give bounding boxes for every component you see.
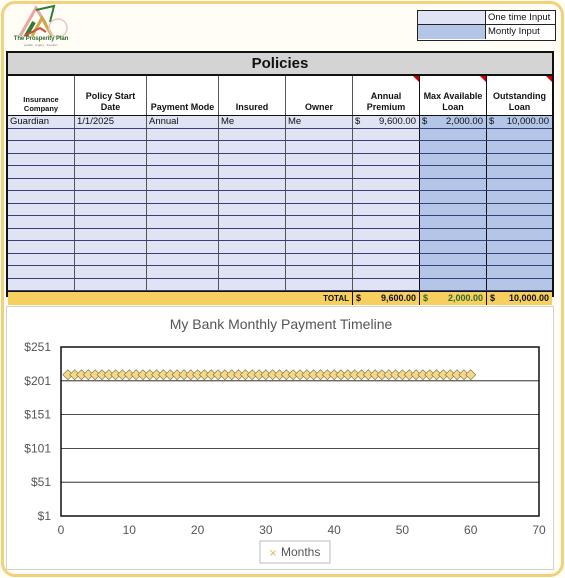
table-row [8, 166, 552, 179]
x-tick-label: 50 [395, 523, 410, 537]
empty-cell[interactable] [353, 229, 420, 241]
empty-cell[interactable] [147, 279, 219, 291]
empty-cell[interactable] [147, 204, 219, 216]
empty-cell[interactable] [353, 191, 420, 203]
empty-cell[interactable] [8, 204, 75, 216]
currency-symbol: $ [490, 293, 496, 303]
outstanding-value: 10,000.00 [506, 116, 549, 127]
empty-cell[interactable] [286, 191, 353, 203]
empty-cell[interactable] [219, 216, 286, 228]
empty-cell[interactable] [420, 279, 487, 291]
empty-cell[interactable] [8, 254, 75, 266]
cell-payment-mode[interactable]: Annual [147, 116, 219, 128]
empty-cell[interactable] [8, 191, 75, 203]
empty-cell[interactable] [75, 279, 147, 291]
empty-cell[interactable] [286, 166, 353, 178]
empty-cell[interactable] [147, 191, 219, 203]
cell-outstanding-loan[interactable] [487, 116, 552, 128]
cell-company[interactable]: Guardian [8, 116, 75, 128]
empty-cell[interactable] [286, 141, 353, 153]
empty-rows [8, 129, 552, 292]
empty-cell[interactable] [8, 141, 75, 153]
empty-cell[interactable] [219, 241, 286, 253]
table-row [8, 129, 552, 142]
y-tick-label: $151 [24, 407, 51, 422]
total-max-loan-value: 2,000.00 [447, 293, 483, 303]
table-row [8, 241, 552, 254]
empty-cell[interactable] [147, 154, 219, 166]
table-row [8, 266, 552, 279]
cell-max-loan[interactable] [420, 116, 487, 128]
empty-cell[interactable] [420, 129, 487, 141]
empty-cell[interactable] [420, 266, 487, 278]
empty-cell[interactable] [487, 204, 552, 216]
payment-timeline-chart [6, 306, 554, 570]
empty-cell[interactable] [75, 141, 147, 153]
empty-cell[interactable] [219, 266, 286, 278]
table-row [8, 191, 552, 204]
empty-cell[interactable] [147, 179, 219, 191]
header-annual-premium [353, 76, 420, 115]
empty-cell[interactable] [353, 204, 420, 216]
x-tick-label: 0 [57, 523, 65, 537]
policies-header-row [8, 76, 552, 116]
empty-cell[interactable] [353, 254, 420, 266]
empty-cell[interactable] [286, 229, 353, 241]
currency-symbol: $ [423, 293, 429, 303]
empty-cell[interactable] [487, 166, 552, 178]
empty-cell[interactable] [75, 266, 147, 278]
empty-cell[interactable] [420, 204, 487, 216]
header-max-available-loan [420, 76, 487, 115]
table-row [8, 229, 552, 242]
total-premium [353, 292, 420, 305]
empty-cell[interactable] [75, 241, 147, 253]
table-row [8, 279, 552, 292]
policies-table [6, 51, 554, 303]
empty-cell[interactable] [286, 204, 353, 216]
empty-cell[interactable] [353, 216, 420, 228]
cell-owner[interactable]: Me [286, 116, 353, 128]
empty-cell[interactable] [286, 154, 353, 166]
policies-title: Policies [8, 53, 552, 76]
empty-cell[interactable] [353, 154, 420, 166]
empty-cell[interactable] [147, 229, 219, 241]
empty-cell[interactable] [353, 129, 420, 141]
empty-cell[interactable] [353, 266, 420, 278]
y-tick-label: $101 [24, 441, 51, 456]
y-tick-label: $251 [24, 340, 51, 354]
empty-cell[interactable] [420, 241, 487, 253]
empty-cell[interactable] [420, 141, 487, 153]
empty-cell[interactable] [219, 154, 286, 166]
header-outstanding-label: Outstanding Loan [493, 91, 546, 112]
empty-cell[interactable] [487, 279, 552, 291]
empty-cell[interactable] [8, 179, 75, 191]
empty-cell[interactable] [420, 216, 487, 228]
empty-cell[interactable] [147, 254, 219, 266]
x-tick-label: 40 [327, 523, 341, 537]
logo-name: The Prosperity Plan [13, 36, 69, 42]
total-label: TOTAL [8, 292, 353, 305]
empty-cell[interactable] [75, 216, 147, 228]
currency-symbol: $ [489, 116, 495, 127]
x-tick-label: 30 [259, 523, 273, 537]
empty-cell[interactable] [286, 129, 353, 141]
empty-cell[interactable] [487, 241, 552, 253]
empty-cell[interactable] [487, 179, 552, 191]
empty-cell[interactable] [353, 279, 420, 291]
header-payment-mode: Payment Mode [147, 76, 219, 115]
empty-cell[interactable] [147, 166, 219, 178]
table-row [8, 216, 552, 229]
chart-title: My Bank Monthly Payment Timeline [169, 316, 393, 332]
comment-marker-icon[interactable] [546, 76, 552, 82]
legend-row-one-time [418, 11, 555, 25]
cell-insured[interactable]: Me [219, 116, 286, 128]
empty-cell[interactable] [219, 229, 286, 241]
empty-cell[interactable] [219, 279, 286, 291]
currency-symbol: $ [356, 293, 362, 303]
header-outstanding-loan [487, 76, 552, 115]
input-color-legend [417, 10, 556, 41]
legend-swatch-one-time [418, 11, 486, 24]
empty-cell[interactable] [75, 229, 147, 241]
empty-cell[interactable] [420, 229, 487, 241]
legend-swatch-monthly [418, 25, 486, 39]
empty-cell[interactable] [219, 166, 286, 178]
empty-cell[interactable] [147, 266, 219, 278]
empty-cell[interactable] [353, 166, 420, 178]
empty-cell[interactable] [147, 141, 219, 153]
empty-cell[interactable] [8, 241, 75, 253]
cell-start-date[interactable]: 1/1/2025 [75, 116, 147, 128]
x-tick-label: 20 [190, 523, 205, 537]
empty-cell[interactable] [353, 179, 420, 191]
table-row [8, 141, 552, 154]
empty-cell[interactable] [487, 216, 552, 228]
empty-cell[interactable] [8, 266, 75, 278]
chart-svg [7, 307, 555, 571]
empty-cell[interactable] [75, 179, 147, 191]
empty-cell[interactable] [487, 141, 552, 153]
empty-cell[interactable] [8, 216, 75, 228]
header-owner: Owner [286, 76, 353, 115]
header-max-loan-label: Max Available Loan [423, 91, 483, 112]
empty-cell[interactable] [286, 179, 353, 191]
empty-cell[interactable] [420, 179, 487, 191]
comment-marker-icon[interactable] [480, 76, 486, 82]
y-tick-label: $51 [30, 475, 51, 490]
empty-cell[interactable] [219, 129, 286, 141]
empty-cell[interactable] [487, 266, 552, 278]
table-row [8, 116, 552, 129]
empty-cell[interactable] [286, 254, 353, 266]
empty-cell[interactable] [487, 229, 552, 241]
table-row [8, 204, 552, 217]
policies-grid [8, 76, 552, 305]
empty-cell[interactable] [286, 279, 353, 291]
empty-cell[interactable] [219, 191, 286, 203]
empty-cell[interactable] [286, 216, 353, 228]
header-insured: Insured [219, 76, 286, 115]
y-tick-label: $1 [37, 509, 51, 523]
legend-series-label: Months [281, 545, 321, 559]
empty-cell[interactable] [8, 154, 75, 166]
table-row [8, 154, 552, 167]
empty-cell[interactable] [75, 166, 147, 178]
empty-cell[interactable] [353, 241, 420, 253]
cell-annual-premium[interactable] [353, 116, 420, 128]
empty-cell[interactable] [147, 216, 219, 228]
empty-cell[interactable] [75, 129, 147, 141]
premium-value: 9,600.00 [379, 116, 416, 127]
total-row [8, 291, 552, 305]
empty-cell[interactable] [219, 204, 286, 216]
max-loan-value: 2,000.00 [446, 116, 483, 127]
empty-cell[interactable] [8, 229, 75, 241]
x-tick-label: 60 [464, 523, 478, 537]
empty-cell[interactable] [420, 191, 487, 203]
header-annual-premium-label: Annual Premium [366, 91, 406, 112]
empty-cell[interactable] [219, 254, 286, 266]
x-tick-label: 10 [122, 523, 136, 537]
header-insurance-company: Insurance Company [8, 76, 75, 115]
comment-marker-icon[interactable] [413, 76, 419, 82]
empty-cell[interactable] [75, 254, 147, 266]
empty-cell[interactable] [353, 141, 420, 153]
legend-row-monthly [418, 25, 555, 39]
empty-cell[interactable] [219, 179, 286, 191]
empty-cell[interactable] [487, 254, 552, 266]
empty-cell[interactable] [487, 191, 552, 203]
total-outstanding-value: 10,000.00 [508, 293, 549, 303]
empty-cell[interactable] [487, 154, 552, 166]
empty-cell[interactable] [487, 129, 552, 141]
total-outstanding [487, 292, 552, 305]
empty-cell[interactable] [420, 166, 487, 178]
empty-cell[interactable] [147, 129, 219, 141]
x-tick-label: 70 [532, 523, 546, 537]
header-policy-start-date: Policy Start Date [75, 76, 147, 115]
empty-cell[interactable] [286, 241, 353, 253]
currency-symbol: $ [422, 116, 428, 127]
logo-tagline: wealth · legacy · freedom [24, 43, 58, 47]
table-row [8, 179, 552, 192]
legend-label-monthly: Montly Input [488, 26, 540, 37]
empty-cell[interactable] [8, 166, 75, 178]
y-tick-label: $201 [24, 373, 51, 388]
currency-symbol: $ [355, 116, 361, 127]
empty-cell[interactable] [8, 129, 75, 141]
legend-label-one-time: One time Input [488, 12, 551, 23]
empty-cell[interactable] [8, 279, 75, 291]
empty-cell[interactable] [75, 204, 147, 216]
empty-cell[interactable] [75, 154, 147, 166]
empty-cell[interactable] [75, 191, 147, 203]
empty-cell[interactable] [420, 154, 487, 166]
legend-marker-icon: × [268, 548, 278, 559]
table-row [8, 254, 552, 267]
empty-cell[interactable] [219, 141, 286, 153]
empty-cell[interactable] [147, 241, 219, 253]
empty-cell[interactable] [286, 266, 353, 278]
total-max-loan [420, 292, 487, 305]
total-premium-value: 9,600.00 [380, 293, 416, 303]
empty-cell[interactable] [420, 254, 487, 266]
